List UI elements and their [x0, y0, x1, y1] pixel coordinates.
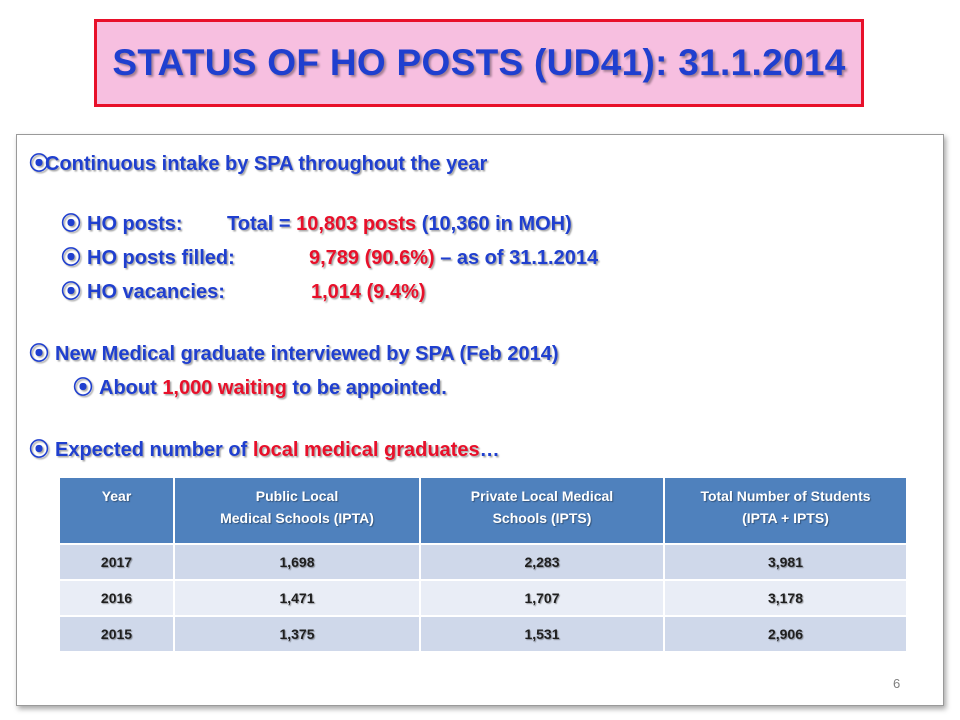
- title-banner: [94, 19, 864, 107]
- ho-posts-label: HO posts:: [87, 213, 183, 235]
- continuous-intake-text: Continuous intake by SPA throughout the year: [45, 153, 488, 175]
- graduates-table: [60, 478, 906, 651]
- ho-posts-filled-date: – as of 31.1.2014: [434, 247, 599, 269]
- bullet-expected-graduates: [29, 433, 500, 462]
- slide-title: STATUS OF HO POSTS (UD41): 31.1.2014: [112, 42, 846, 83]
- waiting-prefix: About: [99, 377, 163, 399]
- ho-vacancies-value: 1,014 (9.4%): [311, 281, 426, 303]
- table-row: [60, 616, 906, 651]
- bullet-new-graduates: [29, 337, 559, 366]
- bullet-ho-posts: [61, 207, 572, 236]
- header-total: Total Number of Students (IPTA + IPTS): [664, 478, 906, 544]
- expected-suffix: …: [479, 439, 500, 461]
- header-ipta: Public Local Medical Schools (IPTA): [174, 478, 420, 544]
- header-ipts: Private Local Medical Schools (IPTS): [420, 478, 664, 544]
- cell-ipta: 1,698: [174, 544, 420, 580]
- ho-posts-total-label: Total =: [227, 213, 297, 235]
- circle-bullet-icon: ⦿: [73, 377, 93, 399]
- waiting-suffix: to be appointed.: [286, 377, 447, 399]
- page-number: 6: [893, 676, 901, 691]
- bullet-continuous-intake: [29, 147, 487, 176]
- cell-year: 2015: [60, 616, 174, 651]
- new-graduates-text: New Medical graduate interviewed by SPA (Feb 2014): [55, 343, 559, 365]
- circle-bullet-icon: ⦿: [29, 153, 49, 175]
- expected-prefix: Expected number of: [55, 439, 253, 461]
- table-header-row: [60, 478, 906, 544]
- ho-vacancies-label: HO vacancies:: [87, 281, 225, 303]
- circle-bullet-icon: ⦿: [29, 343, 49, 365]
- cell-ipts: 2,283: [420, 544, 664, 580]
- cell-year: 2017: [60, 544, 174, 580]
- bullet-waiting: [73, 371, 447, 400]
- table-row: [60, 544, 906, 580]
- cell-year: 2016: [60, 580, 174, 616]
- cell-total: 3,981: [664, 544, 906, 580]
- waiting-value: 1,000 waiting: [162, 377, 287, 399]
- circle-bullet-icon: ⦿: [29, 439, 49, 461]
- cell-total: 3,178: [664, 580, 906, 616]
- cell-ipta: 1,471: [174, 580, 420, 616]
- cell-ipts: 1,707: [420, 580, 664, 616]
- bullet-ho-posts-filled: [61, 241, 598, 270]
- cell-total: 2,906: [664, 616, 906, 651]
- circle-bullet-icon: ⦿: [61, 247, 81, 269]
- table-row: [60, 580, 906, 616]
- circle-bullet-icon: ⦿: [61, 213, 81, 235]
- ho-posts-filled-value: 9,789 (90.6%): [309, 247, 435, 269]
- header-year: Year: [60, 478, 174, 544]
- ho-posts-total-value: 10,803 posts: [296, 213, 417, 235]
- ho-posts-moh-value: (10,360 in MOH): [416, 213, 572, 235]
- ho-posts-filled-label: HO posts filled:: [87, 247, 235, 269]
- bullet-ho-vacancies: [61, 275, 426, 304]
- cell-ipta: 1,375: [174, 616, 420, 651]
- circle-bullet-icon: ⦿: [61, 281, 81, 303]
- expected-highlight: local medical graduates: [252, 439, 480, 461]
- cell-ipts: 1,531: [420, 616, 664, 651]
